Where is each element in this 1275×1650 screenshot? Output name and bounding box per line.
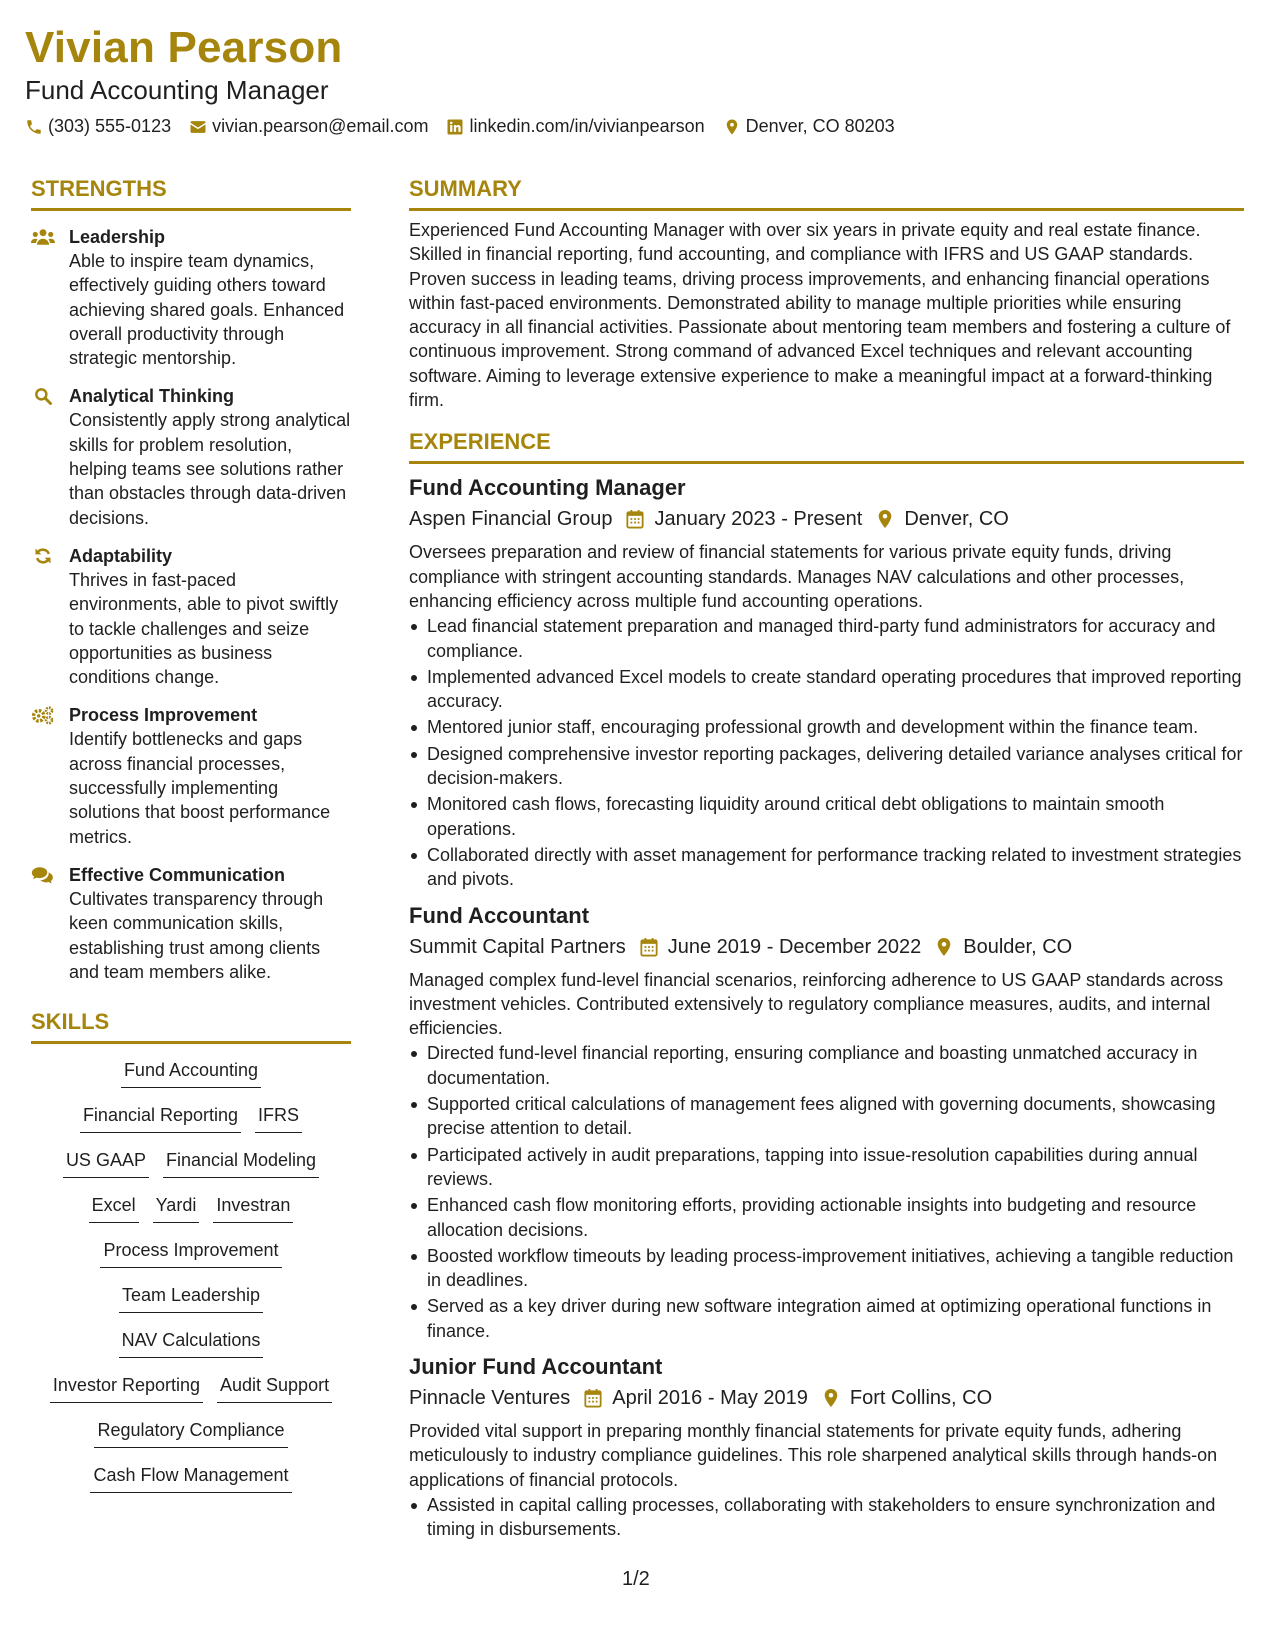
strength-item: [31, 703, 351, 848]
skill-row: [83, 1463, 298, 1508]
job-company: Summit Capital Partners: [409, 935, 626, 958]
bullet-item: Designed comprehensive investor reporting packages, delivering detailed variance analyses critical for decision-makers.: [409, 742, 1244, 791]
job-bullets: [409, 614, 1244, 891]
job-bullets: [409, 1041, 1244, 1343]
skill-tag: US GAAP: [63, 1148, 149, 1178]
skill-row: [43, 1373, 339, 1418]
strength-name: Effective Communication: [69, 864, 286, 885]
strength-name: Analytical Thinking: [69, 386, 235, 407]
strength-name: Adaptability: [69, 545, 173, 566]
strength-item: [31, 863, 351, 984]
skills-heading: SKILLS: [31, 1008, 351, 1044]
strength-item: [31, 225, 351, 370]
strengths-heading: STRENGTHS: [31, 175, 351, 211]
strength-name: Process Improvement: [69, 705, 258, 726]
job-dates: June 2019 - December 2022: [667, 935, 922, 958]
skill-tag: Process Improvement: [100, 1238, 281, 1268]
job-dates: January 2023 - Present: [654, 508, 863, 531]
email-text: vivian.pearson@email.com: [212, 116, 429, 136]
bullet-item: Implemented advanced Excel models to create standard operating procedures that improved reporting accuracy.: [409, 665, 1244, 714]
contact-phone[interactable]: [25, 116, 171, 137]
skill-tag: Regulatory Compliance: [94, 1418, 287, 1448]
bullet-item: Monitored cash flows, forecasting liquidity around critical debt obligations to maintain smooth operations.: [409, 792, 1244, 841]
contact-location: [723, 116, 895, 137]
job-description: Managed complex fund-level financial scenarios, reinforcing adherence to US GAAP standards across investment vehicles. Contributed extensively to regulatory compliance measures, audits, and internal efficiencies.: [409, 969, 1224, 1039]
contact-bar: [25, 116, 1245, 137]
bullet-item: Directed fund-level financial reporting, ensuring compliance and boasting unmatched accuracy in documentation.: [409, 1041, 1244, 1090]
resume-header: [25, 22, 1245, 137]
skill-tag: Investran: [213, 1193, 293, 1223]
strength-item: [31, 544, 351, 689]
bullet-item: Lead financial statement preparation and managed third-party fund administrators for accuracy and compliance.: [409, 614, 1244, 663]
skill-tag: Team Leadership: [119, 1283, 263, 1313]
right-column: [409, 175, 1244, 1543]
strength-desc: Consistently apply strong analytical skills for problem resolution, helping teams see solutions rather than obstacles through data-driven decisions.: [69, 410, 351, 528]
skill-row: [114, 1058, 268, 1103]
job-company: Pinnacle Ventures: [409, 1386, 571, 1409]
map-marker-icon: [723, 118, 741, 136]
left-column: [31, 175, 351, 1508]
bullet-item: Assisted in capital calling processes, collaborating with stakeholders to ensure synchronization and timing in disbursements.: [409, 1493, 1244, 1542]
candidate-name: Vivian Pearson: [25, 23, 343, 72]
strength-desc: Thrives in fast-paced environments, able to pivot swiftly to tackle challenges and seize opportunities as business conditions change.: [69, 569, 339, 688]
job-entry: [409, 902, 1244, 1343]
skill-tag: Investor Reporting: [50, 1373, 203, 1403]
experience-heading: EXPERIENCE: [409, 428, 1244, 464]
contact-email[interactable]: [189, 116, 428, 137]
job-location: Fort Collins, CO: [849, 1386, 993, 1409]
skill-tag: Financial Reporting: [80, 1103, 241, 1133]
job-meta: [409, 504, 1244, 534]
gears-icon: [31, 705, 55, 725]
job-company: Aspen Financial Group: [409, 508, 613, 531]
strength-name: Leadership: [69, 227, 166, 247]
skill-tag: Financial Modeling: [163, 1148, 319, 1178]
bullet-item: Supported critical calculations of management fees aligned with governing documents, showcasing precise attention to detail.: [409, 1092, 1244, 1141]
skill-tag: Yardi: [153, 1193, 200, 1223]
bullet-item: Boosted workflow timeouts by leading process-improvement initiatives, achieving a tangible reduction in deadlines.: [409, 1244, 1244, 1293]
job-description: Oversees preparation and review of financial statements for various private equity funds, driving compliance with stringent accounting standards. Manages NAV calculations and other processes, enhancing efficiency across multiple fund accounting operations.: [409, 542, 1185, 611]
skill-tag: Excel: [89, 1193, 139, 1223]
skill-tag: Audit Support: [217, 1373, 332, 1403]
bullet-item: Collaborated directly with asset management for performance tracking related to investment strategies and pivots.: [409, 843, 1244, 892]
skill-row: [112, 1328, 271, 1373]
skill-row: [93, 1238, 288, 1283]
job-entry: [409, 474, 1244, 891]
job-dates: April 2016 - May 2019: [612, 1386, 808, 1409]
calendar-icon: [640, 937, 658, 957]
linkedin-text: linkedin.com/in/vivianpearson: [469, 116, 705, 136]
candidate-title: Fund Accounting Manager: [25, 75, 329, 105]
skill-row: [87, 1418, 294, 1463]
envelope-icon: [189, 118, 207, 136]
job-meta: [409, 932, 1244, 962]
job-title: Fund Accountant: [409, 902, 590, 928]
bullet-item: Enhanced cash flow monitoring efforts, providing actionable insights into budgeting and resource allocation decisions.: [409, 1193, 1244, 1242]
job-entry: [409, 1353, 1244, 1541]
job-description: Provided vital support in preparing monthly financial statements for private equity funds, adhering meticulously to industry compliance guidelines. This role sharpened analytical skills through hands-on applications of financial protocols.: [409, 1420, 1218, 1490]
search-icon: [31, 386, 55, 406]
job-meta: [409, 1383, 1244, 1413]
summary-heading: SUMMARY: [409, 175, 1244, 211]
job-location: Boulder, CO: [963, 935, 1073, 958]
linkedin-icon: [446, 118, 464, 136]
strength-desc: Able to inspire team dynamics, effectively guiding others toward achieving shared goals. Enhanced overall productivity through strategic mentorship.: [69, 251, 345, 369]
calendar-icon: [626, 509, 644, 529]
job-title: Junior Fund Accountant: [409, 1353, 663, 1379]
strength-item: [31, 384, 351, 529]
phone-text: (303) 555-0123: [48, 116, 172, 136]
strength-desc: Identify bottlenecks and gaps across financial processes, successfully implementing solutions that boost performance metrics.: [69, 729, 331, 847]
calendar-icon: [584, 1388, 602, 1408]
bullet-item: Mentored junior staff, encouraging professional growth and development within the finance team.: [409, 715, 1244, 739]
skill-tag: Fund Accounting: [121, 1058, 261, 1088]
users-icon: [31, 227, 55, 247]
skill-tag: Cash Flow Management: [90, 1463, 291, 1493]
sync-icon: [31, 546, 55, 566]
map-marker-icon: [935, 937, 953, 957]
skill-row: [73, 1103, 309, 1148]
skill-tag: IFRS: [255, 1103, 302, 1133]
job-bullets: [409, 1493, 1244, 1542]
job-location: Denver, CO: [904, 508, 1009, 531]
summary-text: Experienced Fund Accounting Manager with over six years in private equity and real estate finance. Skilled in financial reporting, fund accounting, and compliance with IFRS and US GAAP standards. Proven success in leading teams, driving process improvements, and enhancing financial operations within fast-paced environments. Demonstrated ability to manage multiple priorities while ensuring accuracy in all financial activities. Passionate about mentoring team members and fostering a culture of continuous improvement. Strong command of advanced Excel techniques and relevant accounting software. Aiming to leverage extensive experience to make a meaningful impact at a forward-thinking firm.: [409, 220, 1231, 411]
phone-icon: [25, 118, 43, 136]
map-marker-icon: [822, 1388, 840, 1408]
page-number: 1/2: [622, 1568, 650, 1590]
comments-icon: [31, 865, 55, 885]
skill-row: [82, 1193, 301, 1238]
contact-linkedin[interactable]: [446, 116, 704, 137]
skills-list: [31, 1058, 351, 1508]
strength-desc: Cultivates transparency through keen communication skills, establishing trust among clients and team members alike.: [69, 888, 324, 982]
skill-row: [112, 1283, 270, 1328]
map-marker-icon: [876, 509, 894, 529]
skill-row: [56, 1148, 326, 1193]
job-title: Fund Accounting Manager: [409, 475, 686, 501]
bullet-item: Participated actively in audit preparations, tapping into issue-resolution capabilities during annual reviews.: [409, 1143, 1244, 1192]
location-text: Denver, CO 80203: [745, 116, 895, 136]
bullet-item: Served as a key driver during new software integration aimed at optimizing operational functions in finance.: [409, 1294, 1244, 1343]
skill-tag: NAV Calculations: [119, 1328, 264, 1358]
